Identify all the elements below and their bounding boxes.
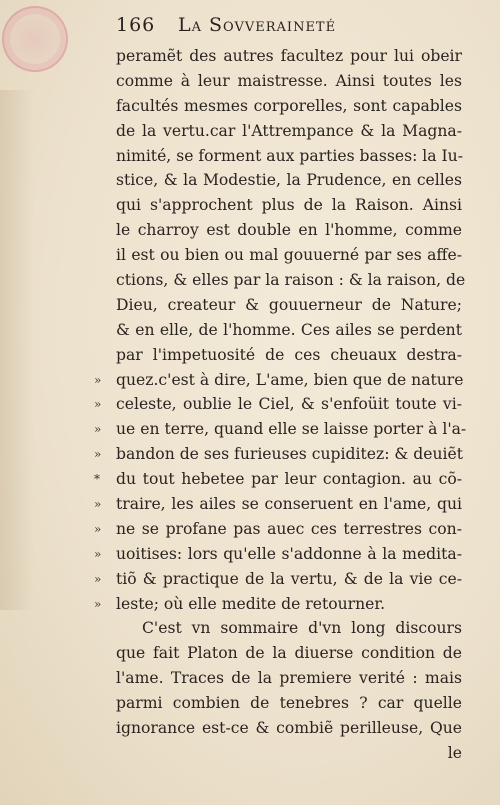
quote-marker: » bbox=[94, 397, 102, 412]
quote-marker: * bbox=[94, 472, 100, 487]
page-header bbox=[116, 14, 456, 42]
catchword: le bbox=[447, 743, 462, 762]
text-line: » celeste, oublie le Ciel, & s'enfoüit toute vi- bbox=[116, 392, 462, 417]
text-line: C'est vn sommaire d'vn long discours bbox=[142, 619, 462, 638]
text-line: stice, & la Modestie, la Prudence, en celles bbox=[116, 171, 462, 190]
text-line: » traire, les ailes se conseruent en l'ame, qui bbox=[116, 492, 462, 517]
text-line: de la vertu.car l'Attrempance & la Magna- bbox=[116, 121, 462, 140]
library-stamp bbox=[2, 6, 68, 72]
text-line: * du tout hebetee par leur contagion. au cõ- bbox=[116, 467, 462, 492]
text-line: comme à leur maistresse. Ainsi toutes les bbox=[116, 71, 462, 90]
text-line: » leste; où elle medite de retourner. bbox=[116, 592, 462, 617]
quote-marker: » bbox=[94, 422, 102, 437]
text-line: par l'impetuosité de ces cheuaux destra- bbox=[116, 345, 462, 364]
text-line: » quez.c'est à dire, L'ame, bien que de nature bbox=[116, 368, 462, 393]
text-line: & en elle, de l'homme. Ces ailes se perdent bbox=[116, 320, 462, 339]
text-line: » bandon de ses furieuses cupiditez: & deuiẽt bbox=[116, 442, 462, 467]
text-line: » ue en terre, quand elle se laisse porter à l'a- bbox=[116, 417, 462, 442]
text-line: facultés mesmes corporelles, sont capables bbox=[116, 96, 462, 115]
text-line: » ne se profane pas auec ces terrestres con- bbox=[116, 517, 462, 542]
text-line: peramẽt des autres facultez pour lui obeir bbox=[116, 47, 462, 65]
text-line: » uoitises: lors qu'elle s'addonne à la medita- bbox=[116, 542, 462, 567]
text-line: il est ou bien ou mal gouuerné par ses affe- bbox=[116, 246, 462, 265]
margin-bleed bbox=[0, 90, 34, 610]
text-line: parmi combien de tenebres ? car quelle bbox=[116, 694, 462, 713]
text-line: ctions, & elles par la raison : & la raison, de bbox=[116, 271, 466, 290]
text-line: Dieu, createur & gouuerneur de Nature; bbox=[116, 295, 462, 314]
text-line: le charroy est double en l'homme, comme bbox=[116, 221, 462, 240]
quote-marker: » bbox=[94, 497, 102, 512]
running-title: La Sovveraineté bbox=[178, 14, 337, 36]
quote-marker: » bbox=[94, 546, 102, 561]
text-line: » tiõ & practique de la vertu, & de la vie ce- bbox=[116, 567, 462, 592]
text-line: ignorance est-ce & combiẽ perilleuse, Que bbox=[116, 719, 462, 738]
quote-marker: » bbox=[94, 521, 102, 536]
quote-marker: » bbox=[94, 571, 102, 586]
text-line: que fait Platon de la diuerse condition de bbox=[116, 644, 462, 663]
text-line: nimité, se forment aux parties basses: la Iu- bbox=[116, 146, 463, 165]
quote-marker: » bbox=[94, 596, 102, 611]
quote-marker: » bbox=[94, 372, 102, 387]
text-line: qui s'approchent plus de la Raison. Ainsi bbox=[116, 196, 462, 215]
body-text bbox=[94, 44, 467, 766]
page-number: 166 bbox=[116, 14, 156, 36]
text-line: l'ame. Traces de la premiere verité : mais bbox=[116, 669, 462, 688]
quote-marker: » bbox=[94, 447, 102, 462]
